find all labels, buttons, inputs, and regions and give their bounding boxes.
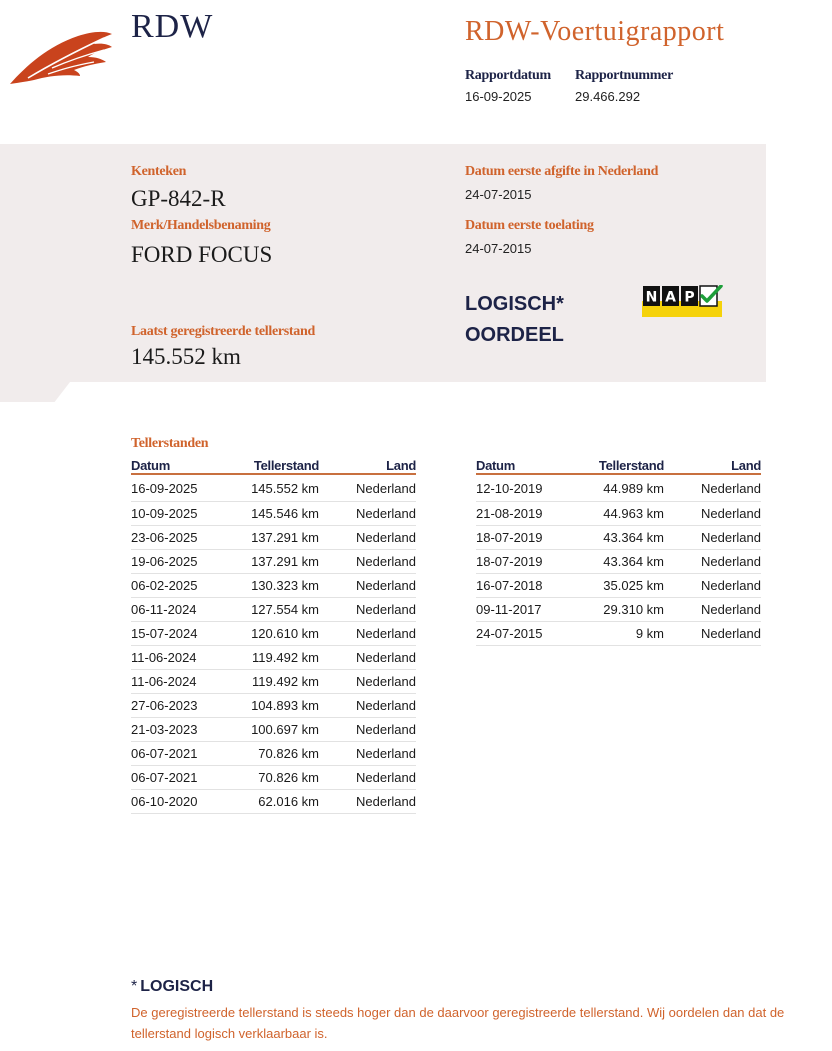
first-admission-value: 24-07-2015 (465, 241, 532, 256)
cell-country: Nederland (664, 502, 761, 526)
cell-date: 15-07-2024 (131, 622, 231, 646)
table-row (131, 598, 416, 622)
table-row (131, 742, 416, 766)
cell-date: 11-06-2024 (131, 646, 231, 670)
table-row (131, 670, 416, 694)
cell-date: 09-11-2017 (476, 598, 576, 622)
cell-date: 24-07-2015 (476, 622, 576, 646)
cell-country: Nederland (664, 622, 761, 646)
cell-reading: 119.492 km (231, 646, 319, 670)
cell-reading: 70.826 km (231, 766, 319, 790)
cell-reading: 104.893 km (231, 694, 319, 718)
table-row (131, 694, 416, 718)
report-number-value: 29.466.292 (575, 89, 641, 104)
first-admission-label: Datum eerste toelating (465, 218, 594, 233)
cell-reading: 120.610 km (231, 622, 319, 646)
nap-letter-n: N (645, 289, 658, 306)
table-row (131, 790, 416, 814)
col-date: Datum (131, 457, 231, 474)
cell-country: Nederland (319, 718, 416, 742)
make-label: Merk/Handelsbenaming (131, 218, 271, 233)
table-row (476, 502, 761, 526)
readings-table-right (476, 457, 761, 646)
cell-country: Nederland (319, 790, 416, 814)
table-row (131, 550, 416, 574)
table-row (131, 526, 416, 550)
cell-reading: 62.016 km (231, 790, 319, 814)
cell-date: 06-07-2021 (131, 742, 231, 766)
col-reading: Tellerstand (231, 457, 319, 474)
verdict (465, 289, 564, 351)
cell-reading: 43.364 km (576, 550, 664, 574)
cell-country: Nederland (319, 742, 416, 766)
footnote-title-text: LOGISCH (140, 978, 214, 995)
table-row (476, 526, 761, 550)
cell-reading: 29.310 km (576, 598, 664, 622)
table-row (131, 574, 416, 598)
cell-reading: 137.291 km (231, 526, 319, 550)
cell-date: 21-08-2019 (476, 502, 576, 526)
cell-country: Nederland (319, 694, 416, 718)
cell-country: Nederland (319, 474, 416, 502)
cell-reading: 130.323 km (231, 574, 319, 598)
odometer-value: 145.552 km (131, 344, 241, 369)
nap-letter-p: P (684, 289, 695, 306)
cell-date: 16-09-2025 (131, 474, 231, 502)
report-date-label: Rapportdatum (465, 68, 551, 83)
cell-date: 06-07-2021 (131, 766, 231, 790)
table-row (476, 598, 761, 622)
report-number-block (575, 68, 673, 104)
brand-name: RDW (131, 8, 214, 45)
cell-date: 10-09-2025 (131, 502, 231, 526)
first-issue-nl-label: Datum eerste afgifte in Nederland (465, 164, 659, 179)
cell-reading: 43.364 km (576, 526, 664, 550)
verdict-line1: LOGISCH* (465, 293, 564, 315)
cell-country: Nederland (319, 550, 416, 574)
table-row (476, 622, 761, 646)
cell-reading: 44.963 km (576, 502, 664, 526)
col-country: Land (319, 457, 416, 474)
cell-country: Nederland (319, 622, 416, 646)
cell-country: Nederland (664, 474, 761, 502)
table-row (131, 766, 416, 790)
cell-country: Nederland (319, 646, 416, 670)
report-number-label: Rapportnummer (575, 68, 673, 83)
table-row (476, 574, 761, 598)
table-row (131, 502, 416, 526)
footnote-title (131, 978, 213, 996)
cell-country: Nederland (664, 598, 761, 622)
cell-reading: 137.291 km (231, 550, 319, 574)
report-title: RDW-Voertuigrapport (465, 16, 725, 47)
make-value: FORD FOCUS (131, 242, 273, 267)
cell-date: 19-06-2025 (131, 550, 231, 574)
footnote-text: De geregistreerde tellerstand is steeds hoger dan de daarvoor geregistreerde tellerstand. Wij oordelen dan dat de tellerstand logisch verklaarbaar is. (131, 1005, 785, 1041)
first-issue-nl-value: 24-07-2015 (465, 187, 532, 202)
cell-country: Nederland (319, 598, 416, 622)
cell-country: Nederland (319, 502, 416, 526)
cell-reading: 9 km (576, 622, 664, 646)
report-date-block (465, 68, 551, 104)
nap-logo (642, 285, 724, 319)
cell-date: 21-03-2023 (131, 718, 231, 742)
cell-date: 16-07-2018 (476, 574, 576, 598)
cell-date: 06-02-2025 (131, 574, 231, 598)
report-date-value: 16-09-2025 (465, 89, 532, 104)
cell-date: 18-07-2019 (476, 526, 576, 550)
odometer-label: Laatst geregistreerde tellerstand (131, 324, 315, 339)
cell-date: 12-10-2019 (476, 474, 576, 502)
cell-date: 23-06-2025 (131, 526, 231, 550)
plate-value: GP-842-R (131, 186, 226, 211)
cell-country: Nederland (319, 574, 416, 598)
cell-country: Nederland (664, 526, 761, 550)
cell-country: Nederland (664, 550, 761, 574)
cell-date: 11-06-2024 (131, 670, 231, 694)
verdict-line2: OORDEEL (465, 324, 564, 346)
cell-date: 06-11-2024 (131, 598, 231, 622)
table-row (131, 646, 416, 670)
footnote-star: * (131, 978, 138, 995)
rdw-feather-logo (8, 28, 116, 86)
readings-title: Tellerstanden (131, 436, 209, 451)
cell-reading: 70.826 km (231, 742, 319, 766)
col-country: Land (664, 457, 761, 474)
cell-country: Nederland (319, 526, 416, 550)
cell-reading: 119.492 km (231, 670, 319, 694)
cell-reading: 145.546 km (231, 502, 319, 526)
table-row (131, 718, 416, 742)
cell-country: Nederland (319, 670, 416, 694)
cell-reading: 35.025 km (576, 574, 664, 598)
nap-letter-a: A (665, 289, 676, 306)
col-reading: Tellerstand (576, 457, 664, 474)
table-row (131, 622, 416, 646)
plate-label: Kenteken (131, 164, 187, 179)
band-tail-decoration (0, 382, 70, 402)
cell-country: Nederland (664, 574, 761, 598)
cell-date: 27-06-2023 (131, 694, 231, 718)
table-row (131, 474, 416, 502)
cell-reading: 145.552 km (231, 474, 319, 502)
cell-reading: 44.989 km (576, 474, 664, 502)
cell-date: 18-07-2019 (476, 550, 576, 574)
table-row (476, 550, 761, 574)
readings-table-left (131, 457, 416, 814)
col-date: Datum (476, 457, 576, 474)
cell-date: 06-10-2020 (131, 790, 231, 814)
table-row (476, 474, 761, 502)
cell-reading: 127.554 km (231, 598, 319, 622)
cell-reading: 100.697 km (231, 718, 319, 742)
cell-country: Nederland (319, 766, 416, 790)
